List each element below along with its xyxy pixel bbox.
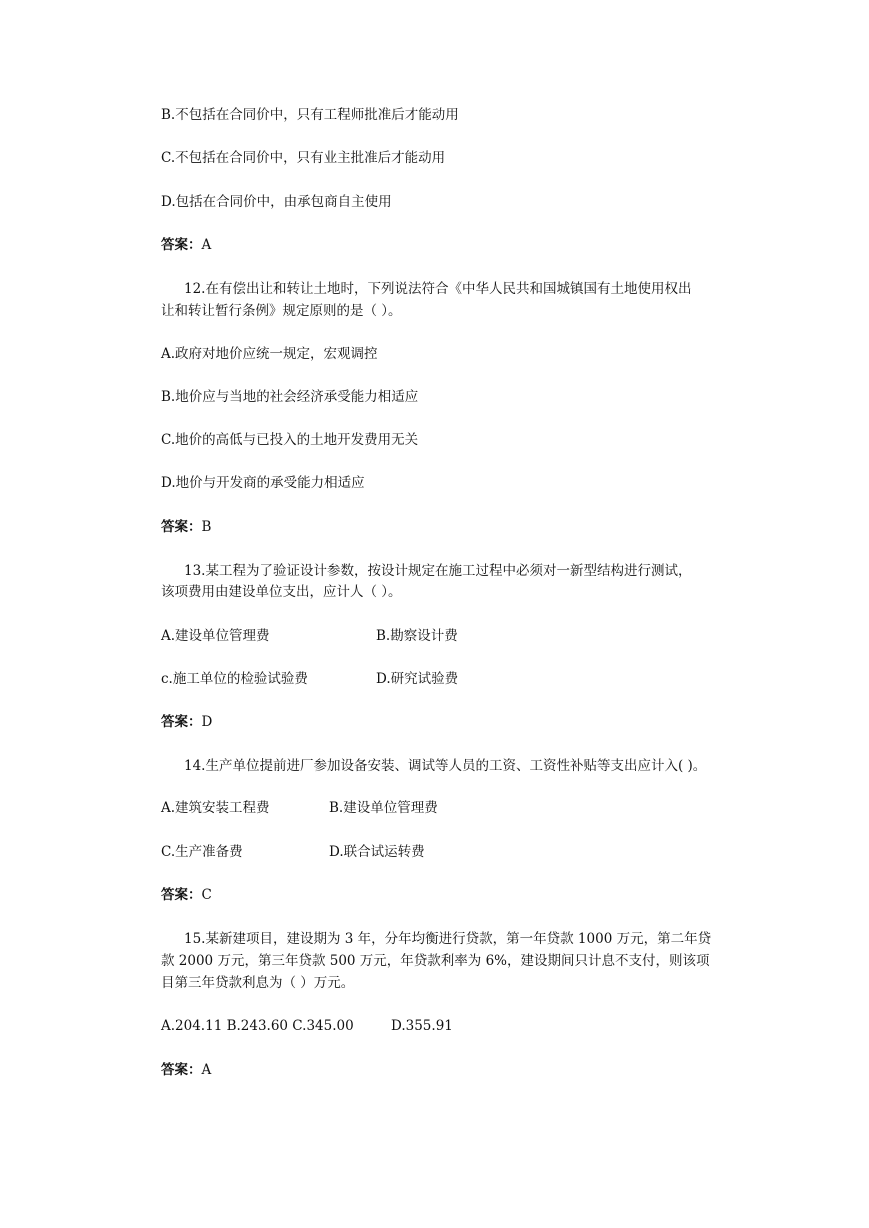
answer-label: 答案： xyxy=(161,887,202,903)
answer-value: D xyxy=(201,714,213,730)
q11-option-d: D.包括在合同价中，由承包商自主使用 xyxy=(161,194,392,210)
q14-option-c: C.生产准备费 xyxy=(161,844,243,860)
q14-question-line-1: 14.生产单位提前进厂参加设备安装、调试等人员的工资、工资性补贴等支出应计入( )。 xyxy=(184,758,707,774)
answer-value: B xyxy=(201,519,212,535)
q12-option-c: C.地价的高低与已投入的土地开发费用无关 xyxy=(161,432,419,448)
answer-label: 答案： xyxy=(161,237,202,253)
q11-answer xyxy=(161,233,211,257)
q13-option-c: c.施工单位的检验试验费 xyxy=(161,671,308,687)
q15-question-line-1: 15.某新建项目，建设期为 3 年，分年均衡进行贷款，第一年贷款 1000 万元，第二年贷 xyxy=(184,931,712,947)
q14-answer xyxy=(161,883,212,907)
q13-question-line-1: 13.某工程为了验证设计参数，按设计规定在施工过程中必须对一新型结构进行测试， xyxy=(184,563,692,579)
q12-answer xyxy=(161,515,211,539)
q12-question-line-2: 让和转让暂行条例》规定原则的是（ ）。 xyxy=(161,303,402,319)
q14-option-b: B.建设单位管理费 xyxy=(329,800,438,816)
q12-option-a: A.政府对地价应统一规定，宏观调控 xyxy=(161,346,378,362)
q11-option-b: B.不包括在合同价中，只有工程师批准后才能动用 xyxy=(161,107,459,123)
answer-label: 答案： xyxy=(161,714,202,730)
q13-option-d: D.研究试验费 xyxy=(376,671,459,687)
q15-answer xyxy=(161,1058,211,1082)
q15-option-d: D.355.91 xyxy=(391,1018,453,1034)
q13-answer xyxy=(161,710,212,734)
q12-option-b: B.地价应与当地的社会经济承受能力相适应 xyxy=(161,389,419,405)
answer-label: 答案： xyxy=(161,1062,202,1078)
q15-question-line-3: 目第三年贷款利息为（ ）万元。 xyxy=(161,975,355,991)
answer-value: A xyxy=(201,1062,212,1078)
q11-option-c: C.不包括在合同价中，只有业主批准后才能动用 xyxy=(161,150,446,166)
q13-option-a: A.建设单位管理费 xyxy=(161,628,270,644)
q12-option-d: D.地价与开发商的承受能力相适应 xyxy=(161,475,365,491)
q15-question-line-2: 款 2000 万元，第三年贷款 500 万元，年贷款利率为 6%，建设期间只计息不支付，则该项 xyxy=(161,953,710,969)
answer-label: 答案： xyxy=(161,519,202,535)
q12-question-line-1: 12.在有偿出让和转让土地时，下列说法符合《中华人民共和国城镇国有土地使用权出 xyxy=(184,281,692,297)
answer-value: C xyxy=(201,887,212,903)
q14-option-d: D.联合试运转费 xyxy=(329,844,425,860)
q13-option-b: B.勘察设计费 xyxy=(376,628,458,644)
q13-question-line-2: 该项费用由建设单位支出，应计人（ ）。 xyxy=(161,584,402,600)
answer-value: A xyxy=(201,237,212,253)
q14-option-a: A.建筑安装工程费 xyxy=(161,800,270,816)
q15-options-abc: A.204.11 B.243.60 C.345.00 xyxy=(161,1018,354,1034)
